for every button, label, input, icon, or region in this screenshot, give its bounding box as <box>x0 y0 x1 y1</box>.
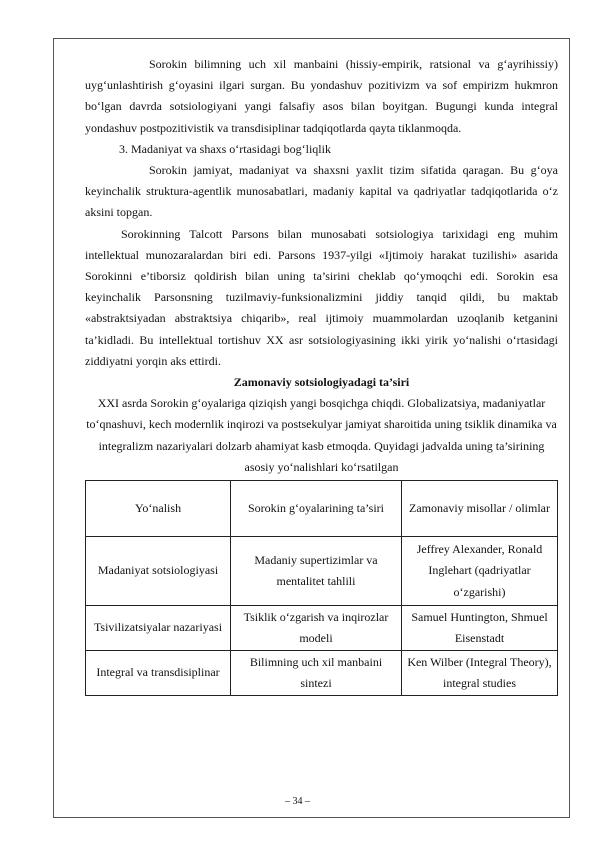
table-cell: Tsiklik o‘zgarish va inqirozlar modeli <box>231 606 402 651</box>
table-cell: Integral va transdisiplinar <box>86 651 231 696</box>
table-cell: Bilimning uch xil manbaini sintezi <box>231 651 402 696</box>
paragraph-parsons-debate: Sorokinning Talcott Parsons bilan munosabati sotsiologiya tarixidagi eng muhim intellektual munozaralardan biri edi. Parsons 1937-yilgi «Ijtimoiy harakat tuzilishi» asarida Sorokinni e’tiborsiz qoldirish bilan uning ta’sirini cheklab qo‘ymoqchi edi. Sorokin esa keyinchalik Parsonsning tuzilmaviy-funksionalizmini jiddiy tanqid qildi, bu maktab «abstraktsiyadan abstraktsiya chiqarib», real ijtimoiy muammolardan uzoqlanib ketganini ta’kidladi. Bu intellektual tortishuv XX asr sotsiologiyasining ikki yirik yo‘nalishi o‘rtasidagi ziddiyatni yorqin aks ettirdi. <box>85 226 558 368</box>
paragraph-integral-knowledge: Sorokin bilimning uch xil manbaini (hissiy-empirik, ratsional va g‘ayrihissiy) uyg‘unlashtirish g‘oyasini ilgari surgan. Bu yondashuv pozitivizm va sof empirizm hukmron bo‘lgan davrda sotsiologiyani yangi falsafiy asos bilan boyitgan. Bugungi kunda integral yondashuv postpozitivistik va transdisiplinar tadqiqotlarda qayta tiklanmoqda. <box>85 57 558 135</box>
section-heading-culture-person: 3. Madaniyat va shaxs o‘rtasidagi bog‘liqlik <box>119 141 331 156</box>
table-header-row <box>86 481 558 537</box>
table-row <box>86 606 558 651</box>
section-heading-modern-influence: Zamonaviy sotsiologiyadagi ta’siri <box>233 375 410 390</box>
table-cell: Tsivilizatsiyalar nazariyasi <box>86 606 231 651</box>
table-header-cell: Zamonaviy misollar / olimlar <box>402 481 558 537</box>
table-cell: Madaniyat sotsiologiyasi <box>86 537 231 606</box>
table-cell: Jeffrey Alexander, Ronald Inglehart (qadriyatlar o‘zgarishi) <box>402 537 558 606</box>
influence-table <box>85 480 558 696</box>
table-cell: Madaniy supertizimlar va mentalitet tahlili <box>231 537 402 606</box>
table-header-cell: Yo‘nalish <box>86 481 231 537</box>
table-cell: Samuel Huntington, Shmuel Eisenstadt <box>402 606 558 651</box>
table-row <box>86 651 558 696</box>
document-body <box>85 54 558 696</box>
table-row <box>86 537 558 606</box>
table-cell: Ken Wilber (Integral Theory), integral studies <box>402 651 558 696</box>
paragraph-21st-century: XXI asrda Sorokin g‘oyalariga qiziqish yangi bosqichga chiqdi. Globalizatsiya, madaniyatlar to‘qnashuvi, kech modernlik inqirozi va postsekulyar jamiyat sharoitida uning tsiklik dinamika va integralizm nazariyalari dolzarb ahamiyat kasb etmoqda. Quyidagi jadvalda uning ta’sirining asosiy yo‘nalishlari ko‘rsatilgan <box>86 396 557 474</box>
page-number: – 34 – <box>285 796 310 807</box>
paragraph-society-culture: Sorokin jamiyat, madaniyat va shaxsni yaxlit tizim sifatida qaragan. Bu g‘oya keyinchalik struktura-agentlik munosabatlari, madaniy kapital va qadriyatlar tadqiqotlarida o‘z aksini topgan. <box>85 163 558 220</box>
table-header-cell: Sorokin g‘oyalarining ta’siri <box>231 481 402 537</box>
